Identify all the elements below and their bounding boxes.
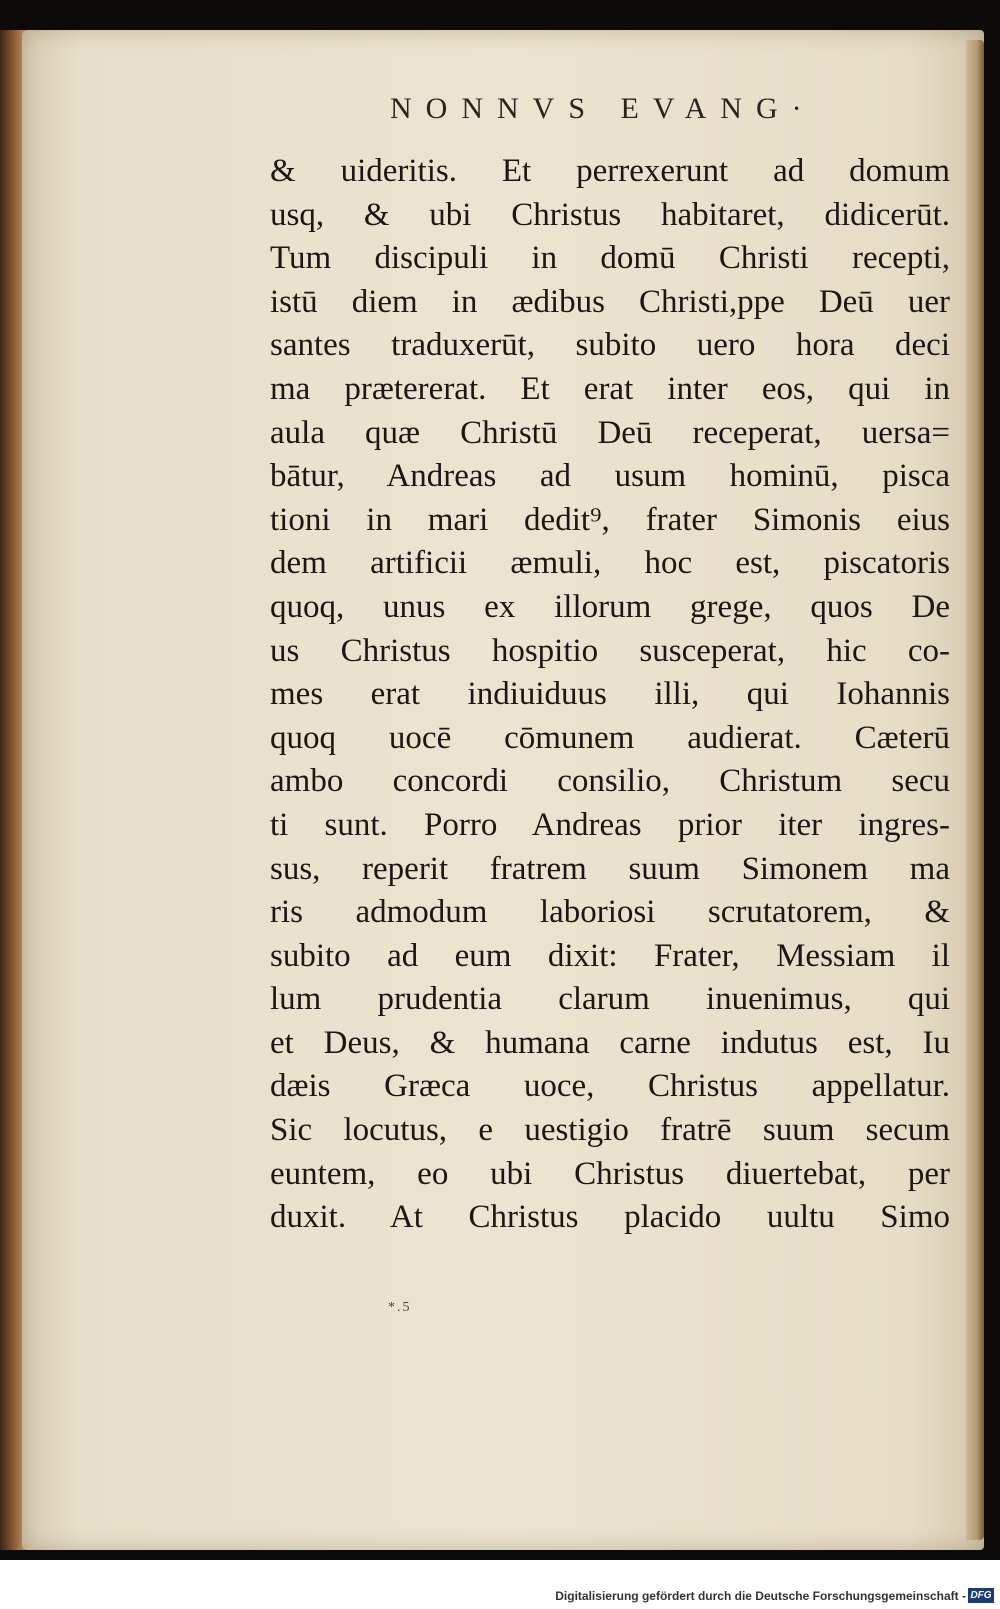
text-line: bātur, Andreas ad usum hominū, pisca <box>270 458 950 495</box>
text-line: santes traduxerūt, subito uero hora deci <box>270 327 950 364</box>
text-line: & uideritis. Et perrexerunt ad domum <box>270 153 950 189</box>
signature-mark: *.5 <box>388 1300 412 1315</box>
text-line: ambo concordi consilio, Christum secu <box>270 763 950 800</box>
text-line: lum prudentia clarum inuenimus, qui <box>270 981 950 1018</box>
text-line: quoq, unus ex illorum grege, quos De <box>270 588 950 625</box>
dfg-logo: DFG <box>968 1588 994 1603</box>
text-line: istū diem in ædibus Christi,ppe Deū uer <box>270 283 950 320</box>
text-line: ma prætererat. Et erat inter eos, qui in <box>270 370 950 407</box>
text-line: ris admodum laboriosi scrutatorem, & <box>270 894 950 931</box>
body-text <box>270 150 950 1240</box>
text-line: aula quæ Christū Deū receperat, uersa= <box>270 414 950 451</box>
page-fore-edge <box>966 40 984 1540</box>
text-line: sus, reperit fratrem suum Simonem ma <box>270 850 950 887</box>
funding-credit: Digitalisierung gefördert durch die Deutsche Forschungsgemeinschaft - <box>555 1589 966 1603</box>
text-line: dem artificii æmuli, hoc est, piscatoris <box>270 545 950 582</box>
text-line: Sic locutus, e uestigio fratrē suum secum <box>270 1112 950 1149</box>
text-line: mes erat indiuiduus illi, qui Iohannis <box>270 676 950 713</box>
text-line: euntem, eo ubi Christus diuertebat, per <box>270 1155 950 1192</box>
text-line: usq, & ubi Christus habitaret, didicerūt. <box>270 196 950 233</box>
text-line: tioni in mari dedit⁹, frater Simonis eius <box>270 501 950 538</box>
text-line: subito ad eum dixit: Frater, Messiam il <box>270 937 950 974</box>
text-line: et Deus, & humana carne indutus est, Iu <box>270 1024 950 1061</box>
text-line: us Christus hospitio susceperat, hic co- <box>270 632 950 669</box>
text-line: ti sunt. Porro Andreas prior iter ingres- <box>270 806 950 843</box>
text-line: Tum discipuli in domū Christi recepti, <box>270 240 950 277</box>
text-line: quoq uocē cōmunem audierat. Cæterū <box>270 719 950 756</box>
text-line: dæis Græca uoce, Christus appellatur. <box>270 1068 950 1105</box>
text-line: duxit. At Christus placido uultu Simo <box>270 1199 950 1236</box>
running-head: NONNVS EVANG· <box>390 92 816 125</box>
